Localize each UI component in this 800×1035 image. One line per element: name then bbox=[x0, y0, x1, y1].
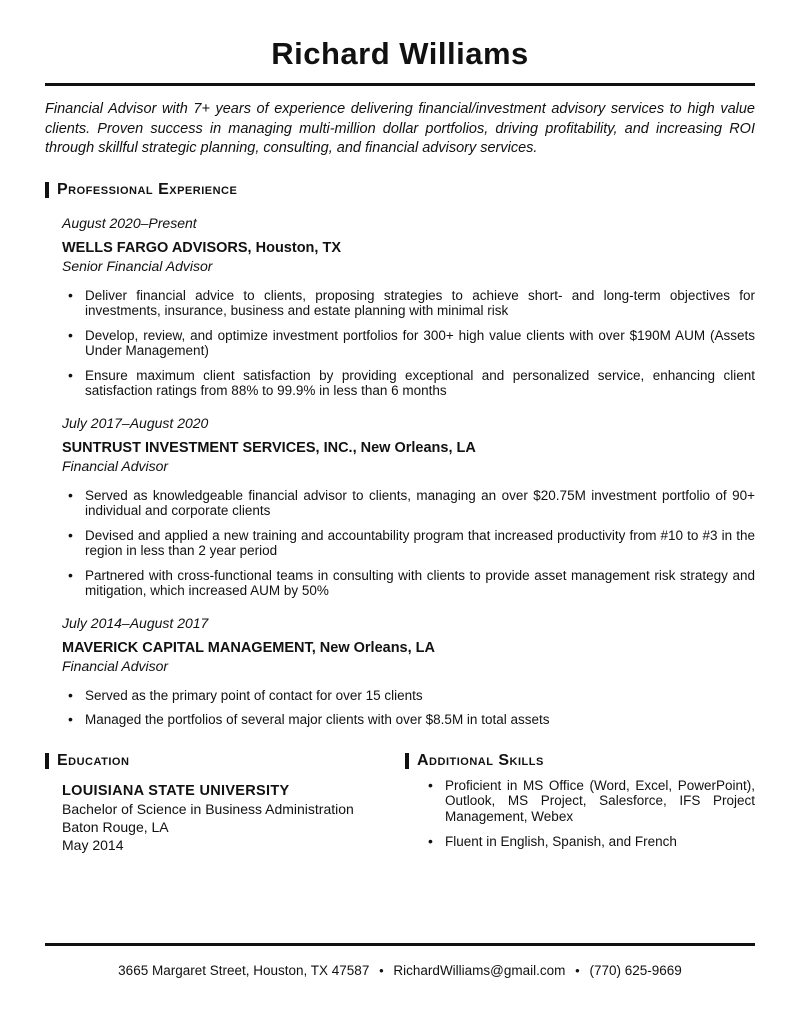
job-dates: July 2014–August 2017 bbox=[62, 614, 209, 631]
job-role: Financial Advisor bbox=[62, 657, 169, 674]
education-date: May 2014 bbox=[62, 836, 124, 853]
bullet-item: • Fluent in English, Spanish, and French bbox=[445, 834, 755, 850]
footer-phone: (770) 625-9669 bbox=[589, 963, 682, 978]
footer-rule bbox=[45, 943, 755, 946]
education-school: LOUISIANA STATE UNIVERSITY bbox=[62, 782, 290, 799]
section-bar-icon bbox=[45, 182, 49, 198]
page-title: Richard Williams bbox=[271, 36, 529, 71]
section-title-skills: Additional Skills bbox=[417, 751, 544, 769]
job-dates: July 2017–August 2020 bbox=[62, 414, 209, 431]
footer-address: 3665 Margaret Street, Houston, TX 47587 bbox=[118, 963, 370, 978]
bullet-item: • Managed the portfolios of several major clients with over $8.5M in total assets bbox=[85, 712, 755, 728]
section-bar-icon bbox=[45, 753, 49, 769]
education-degree: Bachelor of Science in Business Administration bbox=[62, 800, 354, 817]
bullet-item: • Served as knowledgeable financial advisor to clients, managing an over $20.75M investment portfolio of 90+ individual and corporate clients bbox=[85, 488, 755, 519]
bullet-item: • Partnered with cross-functional teams in consulting with clients to provide asset management risk strategy and mitigation, which increased AUM by 50% bbox=[85, 568, 755, 599]
section-bar-icon bbox=[405, 753, 409, 769]
section-header-experience bbox=[45, 181, 755, 199]
job-bullet-list bbox=[62, 488, 755, 599]
footer bbox=[45, 943, 755, 979]
section-title-education: Education bbox=[57, 751, 130, 769]
footer-contact-line bbox=[45, 963, 755, 979]
job-role: Senior Financial Advisor bbox=[62, 257, 213, 274]
bullet-item: • Proficient in MS Office (Word, Excel, PowerPoint), Outlook, MS Project, Salesforce, IFS Project Management, Webex bbox=[445, 778, 755, 825]
section-header-education bbox=[45, 752, 405, 770]
header-rule bbox=[45, 83, 755, 86]
job-company: SUNTRUST INVESTMENT SERVICES, INC., New Orleans, LA bbox=[62, 439, 476, 456]
job-entry-maverick bbox=[62, 615, 755, 728]
education-entry bbox=[62, 782, 405, 854]
job-dates: August 2020–Present bbox=[62, 214, 197, 231]
bullet-item: • Ensure maximum client satisfaction by providing exceptional and personalized service, enhancing client satisfaction ratings from 88% to 99.9% in less than 6 months bbox=[85, 368, 755, 399]
job-company: MAVERICK CAPITAL MANAGEMENT, New Orleans, LA bbox=[62, 639, 436, 656]
job-entry-wells-fargo bbox=[62, 215, 755, 399]
job-entry-suntrust bbox=[62, 415, 755, 599]
bullet-item: • Deliver financial advice to clients, proposing strategies to achieve short- and long-term objectives for investments, insurance, business and estate planning with minimal risk bbox=[85, 288, 755, 319]
bullet-item: • Devised and applied a new training and accountability program that increased productivity from #10 to #3 in the region in less than 2 year period bbox=[85, 528, 755, 559]
bullet-item: • Develop, review, and optimize investment portfolios for 300+ high value clients with over $190M AUM (Assets Under Management) bbox=[85, 328, 755, 359]
skills-column bbox=[405, 752, 755, 860]
job-company: WELLS FARGO ADVISORS, Houston, TX bbox=[62, 239, 341, 256]
job-bullet-list bbox=[62, 288, 755, 399]
summary-text: Financial Advisor with 7+ years of experience delivering financial/investment advisory services to high value clients. Proven success in managing multi-million dollar portfolios, driving profitability, and increasing ROI through skillful strategic planning, consulting, and financial advisory services. bbox=[45, 101, 755, 156]
section-header-skills bbox=[405, 752, 755, 770]
bullet-item: • Served as the primary point of contact for over 15 clients bbox=[85, 688, 755, 704]
footer-email: RichardWilliams@gmail.com bbox=[393, 963, 566, 978]
education-location: Baton Rouge, LA bbox=[62, 818, 169, 835]
bottom-two-column bbox=[45, 752, 755, 860]
job-role: Financial Advisor bbox=[62, 457, 169, 474]
skills-bullet-list bbox=[405, 778, 755, 850]
job-bullet-list bbox=[62, 688, 755, 728]
section-title-experience: Professional Experience bbox=[57, 180, 238, 198]
footer-separator-dot: • bbox=[379, 963, 384, 978]
footer-separator-dot: • bbox=[575, 963, 580, 978]
education-column bbox=[45, 752, 405, 860]
